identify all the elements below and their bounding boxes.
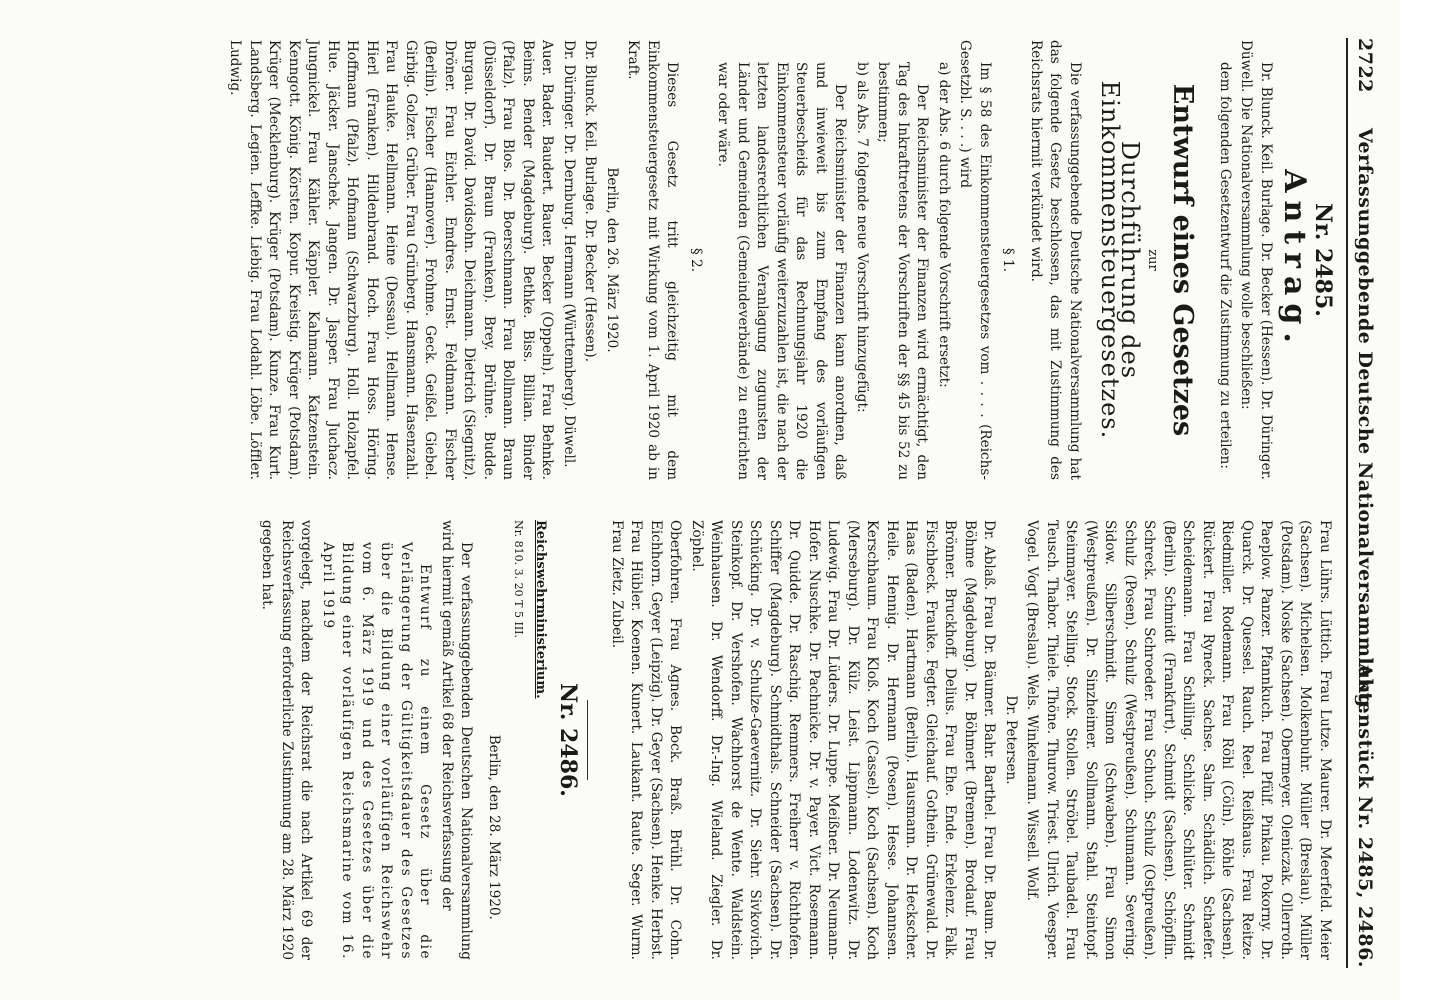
section-1-label: § 1.: [1000, 247, 1017, 273]
bill-subtitle: Durchführung des Einkommensteuergesetzes.: [1096, 80, 1144, 440]
section-2-label: § 2.: [688, 247, 704, 273]
motion-date: Berlin, den 26. März 1920.: [604, 167, 620, 353]
page-number: 2722: [1354, 38, 1376, 93]
bill-preamble: Die verfassunggebende Deutsche Nationalversammlung hat das folgende Gesetz beschlossen, das mit Zustimmung des Reichsrats hiermit verkündet wird.: [1028, 40, 1083, 480]
ministry-name: Reichswehrministerium.: [533, 520, 548, 699]
supporters-list-2: Frau Lührs. Lüttich. Frau Lutze. Maurer. Dr. Meerfeld. Meier (Sachsen). Michelsen. Molkenbuhr. Müller (Breslau). Müller (Potsdam). Noske (Sachsen). Obermeyer. Oleniczak. Ollerroth. Paeplow. Panzer. Pfannkuch. Frau Pfülf. Pinkau. Pokorny. Dr. Quarck. Dr. Quessel. Rauch. Reel. Reißhaus. Frau Reitze. Riedmiller. Rodemann. Frau Röhl (Cöln). Röhle (Sachsen). Rückert. Frau Ryneck. Sachse. Salm. Schädlich. Schaefer. Scheidemann. Frau Schilling. Schlicke. Schlüter. Schmidt (Berlin). Schmidt (Frankfurt). Schmidt (Sachsen). Schöpflin. Schreck. Frau Schroeder. Frau Schuch. Schulz (Ostpreußen). Schulz (Posen). Schulz (Westpreußen). Schumann. Severing. Sidow. Silberschmidt. Simon (Schwaben). Frau Simon (Westpreußen). Dr. Sinzheimer. Sollmann. Stahl. Steintopf. Steinmayer. Stelling. Stock. Stollen. Ströbel. Taubadel. Frau Teusch. Thabor. Thiele. Thöne. Thurow. Triest. Ulrich. Veesper. Vogel. Vogt (Breslau). Wels. Winkelmann. Wissell. Wolf.: [1024, 520, 1333, 960]
supporters-list-1: Auer. Bader. Baudert. Bauer. Becker (Oppeln). Frau Behnke. Beims. Bender (Magdeburg). Bethke. Biss. Billian. Binder (Pfalz). Frau Blos. Dr. Boerschmann. Frau Bollmann. Braun (Düsseldorf). Dr. Braun (Franken). Brey. Brühne. Budde. Burgau. Dr. David. Davidsohn. Deichmann. Dietrich (Siegnitz). Dröner. Frau Eichler. Emdres. Ernst. Feldmann. Fischer (Berlin). Fischer (Hannover). Frohme. Geck. Geißel. Giebel. Girbig. Golzer. Grüber. Frau Grünberg. Hansmann. Hasenzahl. Frau Hauke. Hellmann. Heine (Dessau). Hellmann. Hense. Hierl (Franken). Hildenbrand. Hoch. Frau Hoss. Höring. Hoffmann (Pfalz). Hofmann (Schwarzburg). Holl. Holzapfel. Hue. Jäcker. Janschek. Jangen. Dr. Jasper. Frau Juchacz. Jungnickel. Frau Kähler. Käppler. Kahmann. Katzenstein. Kenngott. König. Körsten. Kopur. Kreistig. Krüger (Potsdam). Krüger (Mecklenburg). Krüger (Potsdam). Kunze. Frau Kurt. Landsberg. Legien. Leffke. Liebig. Frau Lodahl. Löbe. Löffler. Ludwig.: [227, 40, 556, 480]
section-1-item-a-text: Der Reichsminister der Finanzen wird ermächtigt, den Tag des Inkrafttretens der Vorschriften der §§ 45 bis 52 zu bestimmen;: [875, 62, 931, 480]
section-2-text: Dieses Gesetz tritt gleichzeitig mit dem Einkommensteuergesetz mit Wirkung vom 1. April 1920 ab in Kraft.: [625, 40, 681, 480]
document-2486-text-1: Der verfassunggebenden Deutschen Nationalversammlung wird hiermit gemäß Artikel 68 der Reichsverfassung der: [439, 520, 475, 960]
document-2486-date: Berlin, den 28. März 1920.: [486, 734, 502, 920]
section-1-text: Im § 58 des Einkommensteuergesetzes vom . . . . (Reichs-Gesetzbl. S. . . .) wird: [957, 40, 993, 480]
document-2486-text-2: vorgelegt, nachdem der Reichsrat die nach Artikel 69 der Reichsverfassung erforderliche Zustimmung am 28. März 1920 gegeben hat.: [259, 520, 315, 960]
bill-title: Entwurf eines Gesetzes: [1167, 83, 1199, 437]
page-header: [1346, 38, 1382, 968]
signatures-1: Dr. Blunck. Keil. Burlage. Dr. Becker (Hessen).: [582, 40, 599, 363]
left-column: [223, 40, 1334, 480]
signatures-2: Dr. Düringer. Dr. Dernburg. Hermann (Württemberg). Düwell.: [561, 40, 577, 468]
supporters-list-3: Dr. Petersen.: [1003, 695, 1019, 785]
section-divider: [588, 700, 589, 780]
document-reference: Aktenstück Nr. 2485, 2486.: [1354, 663, 1376, 968]
section-1-item-b: b) als Abs. 7 folgende neue Vorschrift hinzugefügt:: [854, 62, 870, 413]
supporters-list-4: Dr. Ablaß. Frau Dr. Bäumer. Bahr. Barthel. Frau Dr. Baum. Dr. Böhme (Magdeburg). Dr. Böhmert (Bremen). Brodauf. Frau Brönner. Bruckhoff. Delius. Frau Ehe. Ende. Erkelenz. Falk. Fischbeck. Frauke. Fegter. Gleichauf. Gothein. Grünewald. Dr. Haas (Baden). Hartmann (Berlin). Hausmann. Dr. Heckscher. Heile. Hennig. Dr. Hermann (Posen). Hesse. Johannsen. Kerschbaum. Frau Kloß. Koch (Cassel). Koch (Sachsen). Koch (Merseburg). Dr. Külz. Leist. Lippmann. Lodenwitz. Dr. Ludewig. Frau Dr. Lüders. Dr. Luppe. Meißner. Dr. Neumann-Hofer. Nuschke. Dr. Pachnicke. Dr. v. Payer. Vict. Rosemann. Dr. Quidde. Dr. Raschig. Remmers. Freiherr v. Richthofen. Schiffer (Magdeburg). Schmidthals. Schneider (Sachsen). Dr. Schücking. Dr. v. Schulze-Gaevernitz. Dr. Siehr. Sivkovich. Steinkopf. Dr. Vershofen. Wachhorst de Wente. Waldstein. Weinhausen. Dr. Wendorff. Dr.-Ing. Wieland. Ziegler. Dr. Zöphel.: [689, 520, 998, 960]
motion-intro-2: dem folgenden Gesetzentwurf die Zustimmung zu erteilen:: [1217, 62, 1233, 469]
document-2486-number: Nr. 2486.: [555, 683, 582, 797]
ministry-reference: Nr. 810. 3. 20 T 5 III.: [512, 520, 526, 639]
section-1-item-a: a) der Abs. 6 durch folgende Vorschrift ersetzt:: [936, 62, 952, 388]
motion-intro: Dr. Blunck. Keil. Burlage. Dr. Becker (Hessen). Dr. Düringer. Düwell. Die Nationalversammlung wolle beschließen:: [1238, 40, 1274, 480]
motion-heading: Antrag.: [1277, 169, 1313, 351]
bill-title-zur: zur: [1145, 249, 1161, 271]
motion-number: Nr. 2485.: [1310, 203, 1336, 317]
right-column: [255, 520, 1334, 960]
publication-title: Verfassunggebende Deutsche Nationalversammlung.: [1354, 128, 1376, 715]
document-2486-draft-title: Entwurf zu einem Gesetz über die Verlängerung der Gültigkeitsdauer des Gesetzes über die Bildung einer vorläufigen Reichswehr vom 6. März 1919 und des Gesetzes über die Bildung einer vorläufigen Reichsmarine vom 16. April 1919: [320, 542, 434, 960]
supporters-list-5: Oberfohren. Frau Agnes. Bock. Braß. Brühl. Dr. Cohn. Eichhorn. Geyer (Leipzig). Dr. Geyer (Sachsen). Henke. Herbst. Frau Hübler. Koenen. Kunert. Laukant. Raute. Seger. Wurm. Frau Zietz. Zubeil.: [609, 520, 684, 960]
section-1-item-b-text: Der Reichsminister der Finanzen kann anordnen, daß und inwieweit bis zum Empfang des vorläufigen Steuerbescheids für das Rechnungsjahr 1920 die Einkommensteuer vorläufig weiterzuzahlen ist, die nach der letzten landesrechtlichen Veranlagung zugunsten der Länder und Gemeinden (Gemeindeverbände) zu entrichten war oder wäre.: [715, 62, 849, 480]
